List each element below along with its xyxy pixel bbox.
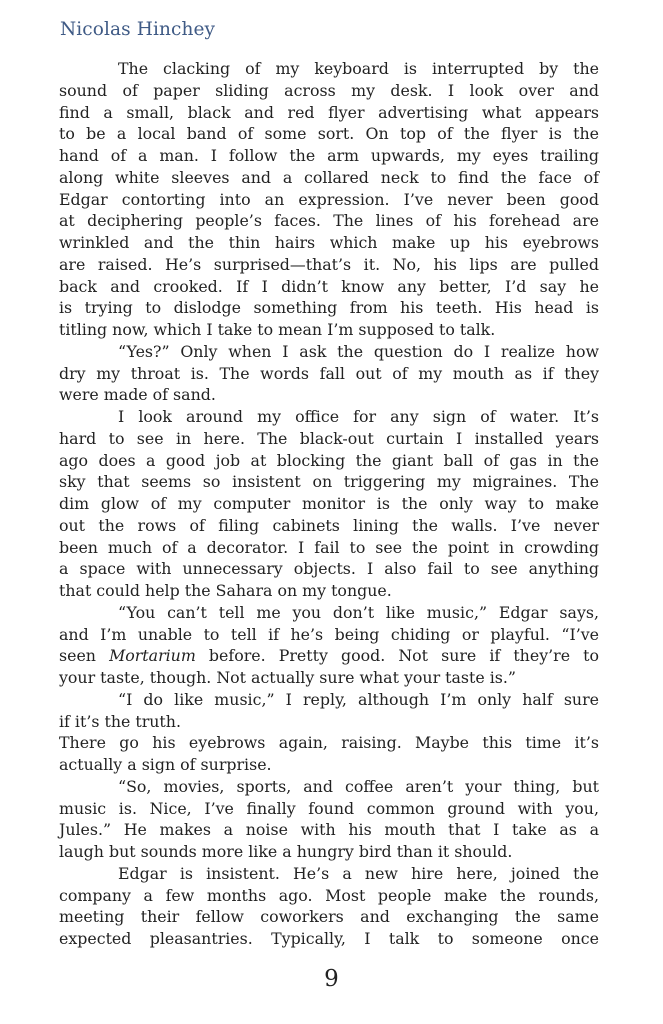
text-line: at deciphering people’s faces. The lines of his forehead are [59,211,599,231]
text-line: are raised. He’s surprised—that’s it. No, his lips are pulled [59,254,599,274]
text-line: There go his eyebrows again, raising. Maybe this time it’s [59,733,599,753]
text-line: music is. Nice, I’ve finally found common ground with you, [59,798,599,818]
text-line: expected pleasantries. Typically, I talk to someone once [59,929,599,948]
text-line: sky that seems so insistent on triggering my migraines. The [59,472,599,492]
text-line: The clacking of my keyboard is interrupted by the [118,59,599,78]
text-line: if it’s the truth. [59,711,181,731]
text-line-with-italic [59,645,599,667]
text-line: Edgar contorting into an expression. I’ve never been good [59,189,599,209]
text-line: to be a local band of some sort. On top of the flyer is the [59,124,599,144]
body-text [59,58,599,950]
text-line: and I’m unable to tell if he’s being chiding or playful. “I’ve [59,624,599,644]
text-line: dry my throat is. The words fall out of my mouth as if they [59,363,599,383]
text-line: meeting their fellow coworkers and exchanging the same [59,907,599,927]
text-line: dim glow of my computer monitor is the only way to make [59,494,599,513]
text-line: your taste, though. Not actually sure what your taste is.” [59,668,516,687]
text-line: hard to see in here. The black-out curtain I installed years [59,428,599,448]
text-line: “So, movies, sports, and coffee aren’t your thing, but [118,776,599,796]
text-line: that could help the Sahara on my tongue. [59,581,392,600]
text-line: back and crooked. If I didn’t know any better, I’d say he [59,276,599,296]
text-line: find a small, black and red flyer advertising what appears [59,102,599,122]
text-line: actually a sign of surprise. [59,755,272,774]
text-line: is trying to dislodge something from his teeth. His head is [59,298,599,318]
text-line: “You can’t tell me you don’t like music,” Edgar says, [118,602,599,622]
text-fragment: before. Pretty good. Not sure if they’re to [195,646,599,666]
text-line: Jules.” He makes a noise with his mouth that I take as a [59,820,599,840]
text-line: ago does a good job at blocking the giant ball of gas in the [59,450,599,470]
text-line: laugh but sounds more like a hungry bird than it should. [59,842,513,861]
page-number: 9 [324,966,339,992]
text-line: wrinkled and the thin hairs which make up his eyebrows [59,233,599,252]
text-line: sound of paper sliding across my desk. I look over and [59,80,599,100]
text-line: “I do like music,” I reply, although I’m only half sure [118,689,599,709]
text-line: along white sleeves and a collared neck to find the face of [59,167,599,187]
text-line: were made of sand. [59,385,216,405]
text-line: Edgar is insistent. He’s a new hire here, joined the [118,863,599,883]
band-name-italic: Mortarium [109,646,196,666]
text-line: hand of a man. I follow the arm upwards, my eyes trailing [59,146,599,165]
text-fragment: seen [59,646,110,666]
text-line: titling now, which I take to mean I’m supposed to talk. [59,320,496,339]
text-line: been much of a decorator. I fail to see the point in crowding [59,537,599,557]
running-header-author: Nicolas Hinchey [60,19,216,40]
text-line: a space with unnecessary objects. I also fail to see anything [59,559,599,579]
text-line: company a few months ago. Most people make the rounds, [59,885,599,905]
text-line: I look around my office for any sign of water. It’s [118,407,599,426]
text-line: “Yes?” Only when I ask the question do I realize how [118,341,599,361]
text-line: out the rows of filing cabinets lining the walls. I’ve never [59,515,599,535]
